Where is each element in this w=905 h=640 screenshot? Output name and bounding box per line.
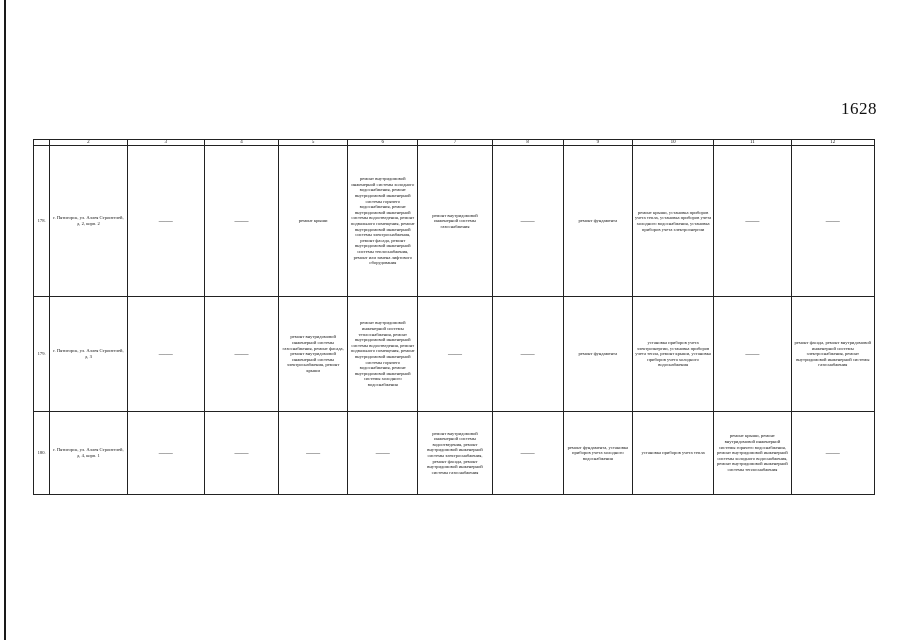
table-cell (204, 297, 278, 412)
table-cell (492, 297, 563, 412)
table-row (34, 146, 875, 297)
table-cell (204, 412, 278, 495)
table-cell: ремонт внутридомовой инженерной системы газоснабжения, ремонт фасада, ремонт внутридомовой инженерной системы электроснабжения, ремонт крыши (279, 297, 348, 412)
dash-mark: —— (375, 448, 390, 457)
column-header: 12 (791, 140, 874, 146)
column-header: 9 (563, 140, 632, 146)
dash-mark: —— (745, 216, 760, 225)
column-header: 11 (714, 140, 791, 146)
scan-edge-line (4, 0, 6, 640)
table-cell (492, 412, 563, 495)
table-cell (279, 412, 348, 495)
dash-mark: —— (158, 349, 173, 358)
address-cell: г. Пятигорск, ул. Аллея Строителей, д. 2, корп. 2 (50, 146, 127, 297)
page-number: 1628 (841, 99, 877, 118)
table-row (34, 297, 875, 412)
table-cell: ремонт фасада, ремонт внутридомовой инженерной системы электроснабжения, ремонт внутридомовой инженерной системы газоснабжения (791, 297, 874, 412)
table-cell (791, 146, 874, 297)
dash-mark: —— (158, 216, 173, 225)
column-header: 5 (279, 140, 348, 146)
table-cell: ремонт крыши (279, 146, 348, 297)
address-cell: г. Пятигорск, ул. Аллея Строителей, д. 4, корп. 1 (50, 412, 127, 495)
dash-mark: —— (520, 349, 535, 358)
table-cell: ремонт внутридомовой инженерной системы теплоснабжения, ремонт внутридомовой инженерной системы водоотведения, ремонт подвального помещения, ремонт внутридомовой инженерной системы горячего водоснабжения, ремонт внутридомовой инженерной системы холодного водоснабжения (348, 297, 418, 412)
row-number: 178. (34, 146, 50, 297)
column-header: 8 (492, 140, 563, 146)
table-cell (791, 412, 874, 495)
table-cell: ремонт внутридомовой инженерной системы газоснабжения (418, 146, 492, 297)
dash-mark: —— (234, 216, 249, 225)
dash-mark: —— (745, 349, 760, 358)
column-header: 4 (204, 140, 278, 146)
column-header: 7 (418, 140, 492, 146)
table-cell: установка приборов учета электроэнергии, установка приборов учета тепла, ремонт крыши, установка приборов учета холодного водоснабжения (632, 297, 713, 412)
address-cell: г. Пятигорск, ул. Аллея Строителей, д. 3 (50, 297, 127, 412)
table-cell (127, 297, 204, 412)
column-header: 3 (127, 140, 204, 146)
table-cell: ремонт фундамента, установка приборов учета холодного водоснабжения (563, 412, 632, 495)
table-cell: ремонт внутридомовой инженерной системы холодного водоснабжения, ремонт внутридомовой инженерной системы горячего водоснабжения, ремонт внутридомовой инженерной системы водоотведения, ремонт подвального помещения, ремонт внутридомовой инженерной системы электроснабжения, ремонт фасада, ремонт внутридомовой инженерной системы теплоснабжения, ремонт или замена лифтового оборудования (348, 146, 418, 297)
dash-mark: —— (306, 448, 321, 457)
table-cell: ремонт внутридомовой инженерной системы водоотведения, ремонт внутридомовой инженерной системы электроснабжения, ремонт фасада, ремонт внутридомовой инженерной системы газоснабжения (418, 412, 492, 495)
table-cell: ремонт крыши, ремонт внутридомовой инженерной системы горячего водоснабжения, ремонт внутридомовой инженерной системы холодного водоснабжения, ремонт внутридомовой инженерной системы теплоснабжения (714, 412, 791, 495)
dash-mark: —— (520, 216, 535, 225)
table-row (34, 412, 875, 495)
table-cell: ремонт фундамента (563, 146, 632, 297)
table-cell (127, 146, 204, 297)
dash-mark: —— (158, 448, 173, 457)
table-cell (418, 297, 492, 412)
table-cell: установка приборов учета тепла (632, 412, 713, 495)
repair-program-table (33, 139, 875, 495)
column-header: 10 (632, 140, 713, 146)
table-cell: ремонт крыши, установка приборов учета тепла, установка приборов учета холодного водоснабжения, установка приборов учета электроэнергии (632, 146, 713, 297)
dash-mark: —— (825, 448, 840, 457)
column-header: 6 (348, 140, 418, 146)
column-header: 2 (50, 140, 127, 146)
row-number: 179. (34, 297, 50, 412)
dash-mark: —— (234, 448, 249, 457)
table-cell (348, 412, 418, 495)
row-number: 180. (34, 412, 50, 495)
table-cell (204, 146, 278, 297)
table-cell: ремонт фундамента (563, 297, 632, 412)
table-cell (127, 412, 204, 495)
dash-mark: —— (447, 349, 462, 358)
dash-mark: —— (825, 216, 840, 225)
dash-mark: —— (234, 349, 249, 358)
table-cell (714, 146, 791, 297)
table-cell (714, 297, 791, 412)
dash-mark: —— (520, 448, 535, 457)
table-cell (492, 146, 563, 297)
